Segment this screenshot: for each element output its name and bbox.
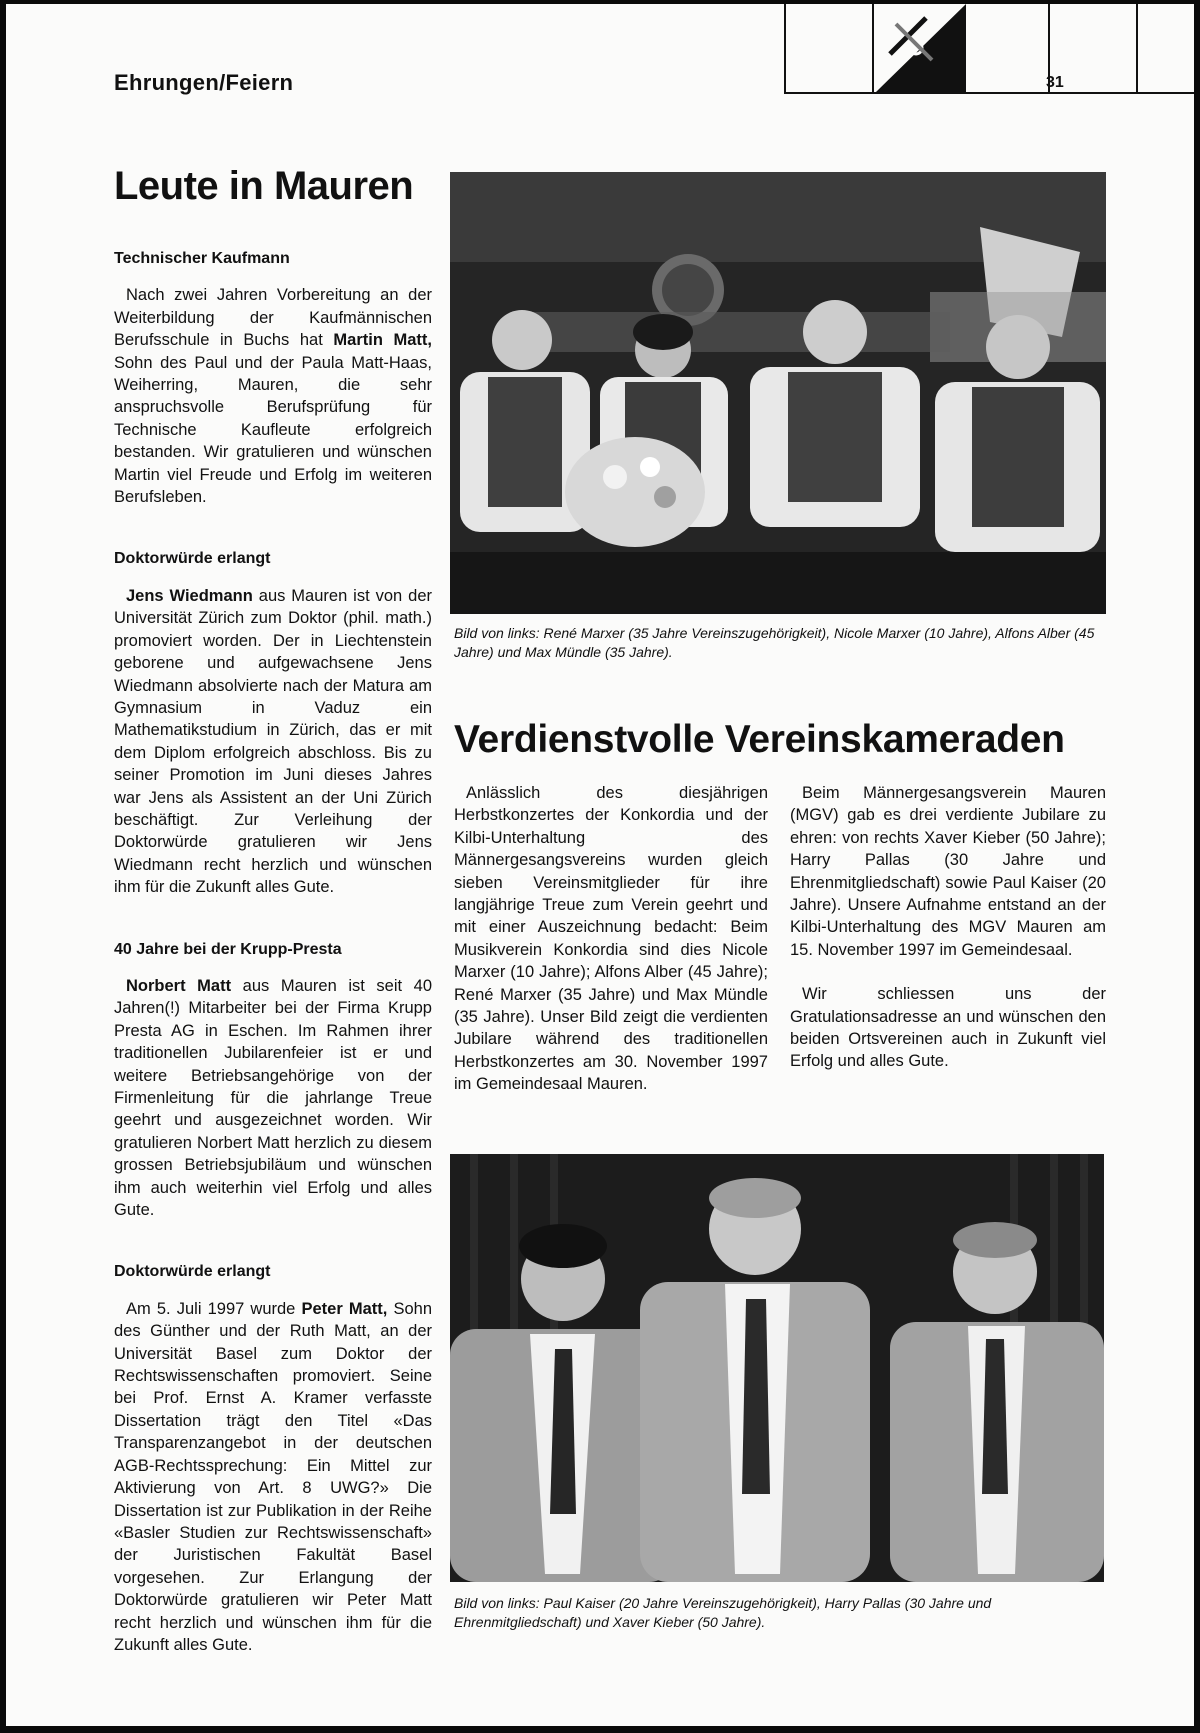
article-krupp-presta: [114, 939, 432, 1222]
photo-mgv-caption: Bild von links: Paul Kaiser (20 Jahre Vereinszugehörigkeit), Harry Pallas (30 Jahre und Ehrenmitgliedschaft) und Xaver Kieber (50 Jahre).: [454, 1595, 992, 1630]
article-heading: Technischer Kaufmann: [114, 250, 290, 267]
article-heading: Doktorwürde erlangt: [114, 1263, 271, 1281]
article-heading: Doktorwürde erlangt: [114, 550, 271, 568]
feature-column-2: [790, 782, 1106, 1095]
feature-paragraph: Beim Männergesangsverein Mauren (MGV) gab es drei verdiente Jubilare zu ehren: von rechts Xaver Kieber (50 Jahre); Harry Pallas (30 Jahre und Ehrenmitgliedschaft) sowie Paul Kaiser (20 Jahre). Unsere Aufnahme entstand an der Kilbi-Unterhaltung des MGV Mauren am 15. November 1997 im Gemeindesaal.: [790, 784, 1106, 959]
section-label: Ehrungen/Feiern: [114, 70, 294, 95]
article-body: Norbert Matt aus Mauren ist seit 40 Jahren(!) Mitarbeiter bei der Firma Krupp Presta AG in Eschen. Im Rahmen ihrer traditionellen Jubilarenfeier ist er und weitere Betriebsangehörige von der Firmenleitung für die jahrlange Treue geehrt und ausgezeichnet worden. Wir gratulieren Norbert Matt herzlich zu diesem grossen Betriebsjubiläum und wünschen ihm auch weiterhin viel Erfolg und alles Gute.: [114, 976, 432, 1220]
article-body: Jens Wiedmann aus Mauren ist von der Universität Zürich zum Doktor (phil. math.) promoviert worden. Der in Liechtenstein geborene und aufgewachsene Jens Wiedmann absolvierte nach der Matura am Gymnasium in Vaduz ein Mathematikstudium in Zürich, das er mit dem Diplom erfolgreich abschloss. Bis zu seiner Promotion im Juni dieses Jahres war Jens als Assistent an der Uni Zürich beschäftigt. Zur Verleihung der Doktorwürde gratulieren wir Jens Wiedmann recht herzlich und wünschen ihm für die Zukunft alles Gute.: [114, 586, 433, 897]
photo-band-jubilare: [450, 172, 1106, 614]
municipal-crest-icon: [876, 4, 966, 92]
feature-paragraph: Wir schliessen uns der Gratulationsadresse an und wünschen den beiden Ortsvereinen auch in Zukunft viel Erfolg und alles Gute.: [790, 985, 1106, 1071]
article-heading: 40 Jahre bei der Krupp-Presta: [114, 940, 342, 958]
article-body: Am 5. Juli 1997 wurde Peter Matt, Sohn des Günther und der Ruth Matt, an der Universität Basel zum Doktor der Rechtswissenschaften promoviert. Seine bei Prof. Ernst A. Kramer verfasste Dissertation trägt den Titel «Das Transparenzangebot in der deutschen AGB-Rechtssprechung: Ein Mittel zur Aktivierung von Art. 8 UWG?» Die Dissertation ist zur Publikation in der Reihe «Basler Studien zur Rechtswissenschaft» der Juristischen Fakultät Basel vorgesehen. Zur Erlangung der Doktorwürde gratulieren wir Peter Matt recht herzlich und wünschen ihm für die Zukunft alles Gute.: [114, 1299, 433, 1654]
tab-cell: [786, 4, 874, 92]
page-number: 31: [1046, 74, 1064, 91]
article-body: Nach zwei Jahren Vorbereitung an der Weiterbildung der Kaufmännischen Berufsschule in Buchs hat Martin Matt, Sohn des Paul und der Paula Matt-Haas, Weiherring, Mauren, die sehr anspruchsvolle Berufsprüfung für Technische Kaufleute erfolgreich bestanden. Wir gratulieren und wünschen Martin viel Freude und Erfolg im weiteren Berufsleben.: [114, 286, 432, 507]
feature-column-1: [454, 782, 768, 1118]
feature-headline: Verdienstvolle Vereinskameraden: [454, 718, 1065, 761]
photo-mgv-jubilare-image: [450, 1154, 1104, 1582]
article-doktor-peter: [114, 1261, 432, 1656]
article-technischer-kaufmann: [114, 248, 432, 508]
left-article-column: [114, 248, 432, 1696]
header-tab-grid: [784, 4, 1194, 94]
photo-band-caption: Bild von links: René Marxer (35 Jahre Vereinszugehörigkeit), Nicole Marxer (10 Jahre), Alfons Alber (45 Jahre) und Max Mündle (35 Jahre).: [454, 625, 1095, 660]
page-title: Leute in Mauren: [114, 164, 414, 208]
photo-mgv-jubilare: [450, 1154, 1104, 1582]
photo-band-jubilare-image: [450, 172, 1106, 614]
article-doktor-jens: [114, 548, 432, 898]
tab-cell: [1138, 4, 1194, 92]
tab-cell: [962, 4, 1050, 92]
feature-paragraph: Anlässlich des diesjährigen Herbstkonzertes der Konkordia und der Kilbi-Unterhaltung des Männergesangsvereins wurden gleich sieben Vereinsmitglieder für ihre langjährige Treue zum Verein geehrt und mit einer Auszeichnung bedacht: Beim Musikverein Konkordia sind dies Nicole Marxer (10 Jahre); Alfons Alber (45 Jahre); René Marxer (35 Jahre) und Max Mündle (35 Jahre). Unser Bild zeigt die verdienten Jubilare während des traditionellen Herbstkonzertes am 30. November 1997 im Gemeindesaal Mauren.: [454, 784, 768, 1094]
magazine-page: [6, 4, 1194, 1726]
